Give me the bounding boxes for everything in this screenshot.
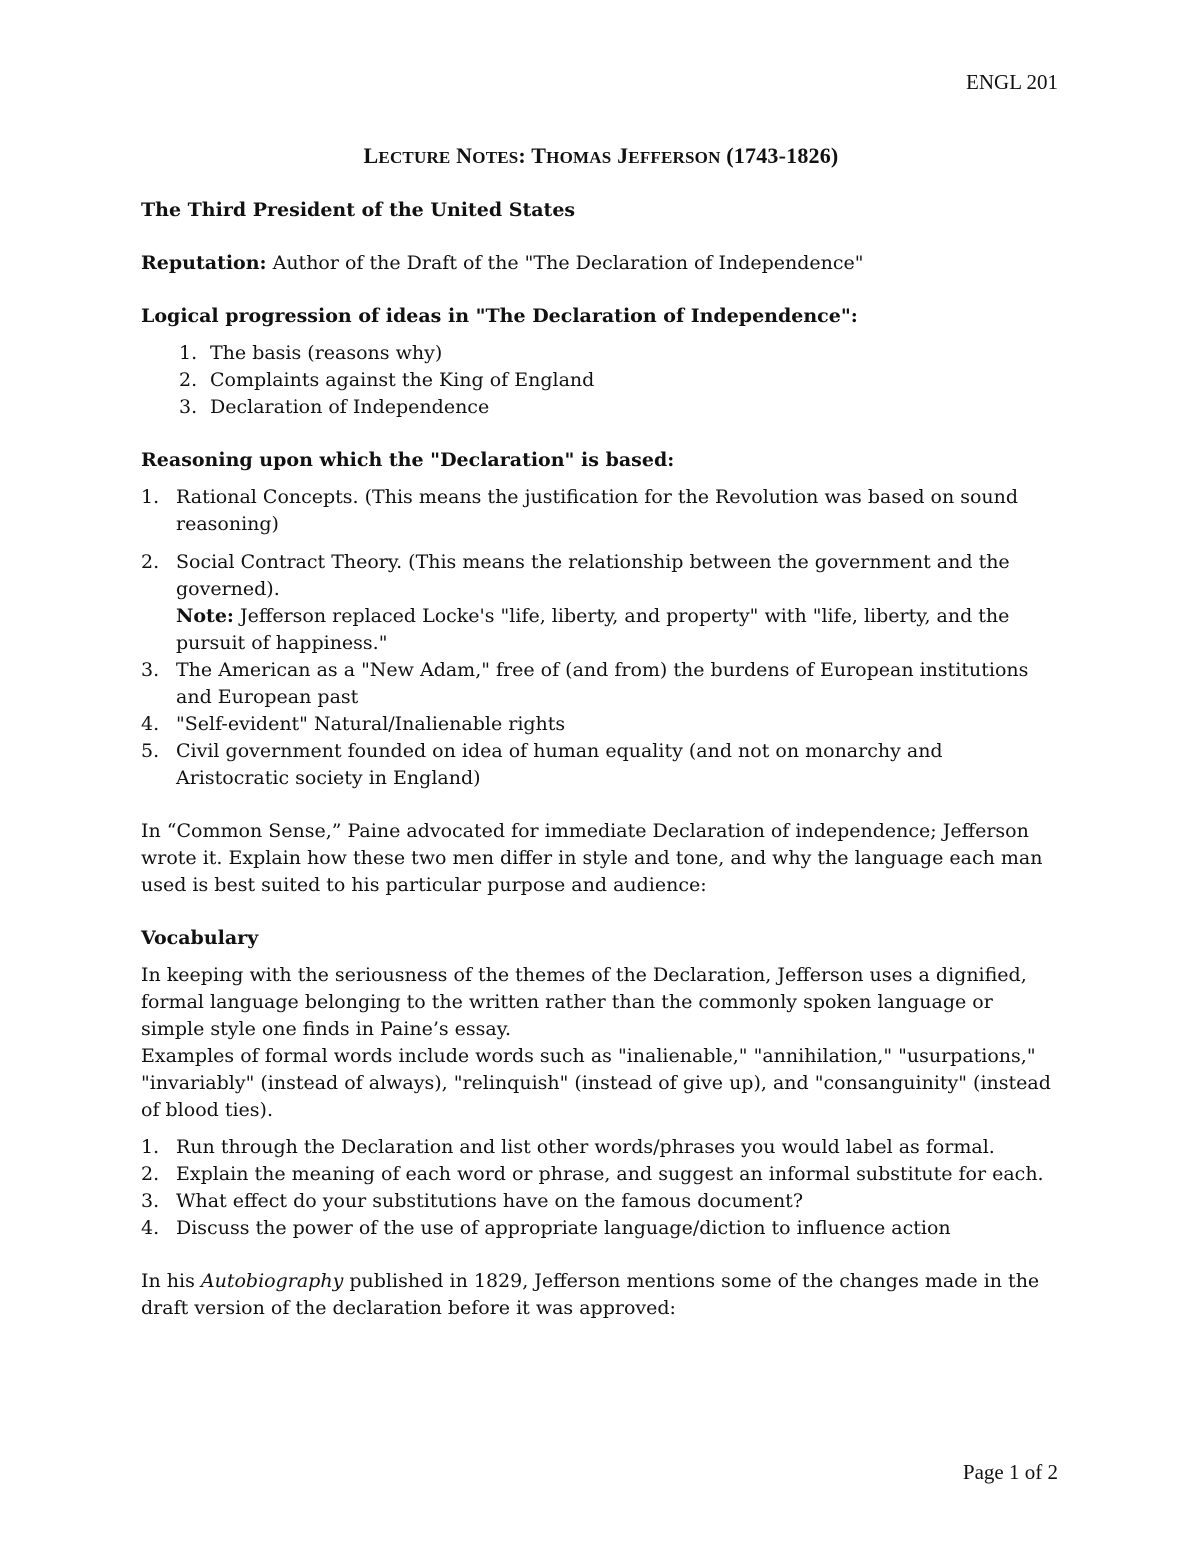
list-item: 3. The American as a "New Adam," free of (and from) the burdens of European institutions and European past — [141, 659, 1029, 708]
autobiography-paragraph: In his Autobiography published in 1829, Jefferson mentions some of the changes made in the draft version of the declaration before it was approved: — [141, 1270, 1040, 1319]
document-body — [141, 142, 1061, 1322]
vocabulary-heading: Vocabulary — [141, 927, 259, 949]
note-label: Note: — [176, 605, 234, 627]
page-number: Page 1 of 2 — [962, 1460, 1058, 1484]
autobiography-title: Autobiography — [200, 1270, 344, 1292]
vocabulary-paragraph: In keeping with the seriousness of the themes of the Declaration, Jefferson uses a dignified, formal language belonging to the written rather than the commonly spoken language or simple style one finds in Paine’s essay. — [141, 964, 1027, 1040]
list-item: 1. Run through the Declaration and list other words/phrases you would label as formal. — [141, 1136, 995, 1158]
list-item: 5. Civil government founded on idea of human equality (and not on monarchy and Aristocratic society in England) — [141, 740, 943, 789]
note-text: Jefferson replaced Locke's "life, liberty, and property" with "life, liberty, and the pursuit of happiness." — [176, 605, 1010, 654]
reasoning-heading: Reasoning upon which the "Declaration" is based: — [141, 449, 675, 471]
reputation-line — [141, 250, 1061, 277]
vocabulary-list — [141, 1134, 1061, 1242]
course-code: ENGL 201 — [966, 70, 1058, 94]
document-title: LECTURE NOTES: THOMAS JEFFERSON (1743-1826) — [363, 143, 839, 168]
common-sense-paragraph: In “Common Sense,” Paine advocated for immediate Declaration of independence; Jefferson wrote it. Explain how these two men differ in style and tone, and why the language each man used is best suited to his particular purpose and audience: — [141, 820, 1043, 896]
list-item: 3. Declaration of Independence — [179, 396, 490, 418]
progression-list — [141, 340, 1061, 421]
subtitle: The Third President of the United States — [141, 199, 576, 221]
list-item: 4. "Self-evident" Natural/Inalienable rights — [141, 713, 566, 735]
list-item: 2. Social Contract Theory. (This means the relationship between the government and the governed). Note: Jefferson replaced Locke's "life, liberty, and property" with "life, liberty, and the pursuit of happiness." — [141, 551, 1010, 654]
progression-heading: Logical progression of ideas in "The Declaration of Independence": — [141, 305, 858, 327]
list-item: 3. What effect do your substitutions have on the famous document? — [141, 1190, 803, 1212]
list-item: 1. Rational Concepts. (This means the justification for the Revolution was based on sound reasoning) — [141, 486, 1019, 535]
reasoning-list — [141, 484, 1061, 792]
list-item: 2. Explain the meaning of each word or phrase, and suggest an informal substitute for each. — [141, 1163, 1044, 1185]
vocabulary-examples: Examples of formal words include words such as "inalienable," "annihilation," "usurpations," "invariably" (instead of always), "relinquish" (instead of give up), and "consanguinity" (instead of blood ties). — [141, 1045, 1051, 1121]
list-item: 2. Complaints against the King of England — [179, 369, 595, 391]
reputation-text: Author of the Draft of the "The Declaration of Independence" — [266, 252, 864, 274]
list-item: 4. Discuss the power of the use of appropriate language/diction to influence action — [141, 1217, 951, 1239]
list-item: 1. The basis (reasons why) — [179, 342, 443, 364]
reputation-label: Reputation: — [141, 252, 267, 274]
